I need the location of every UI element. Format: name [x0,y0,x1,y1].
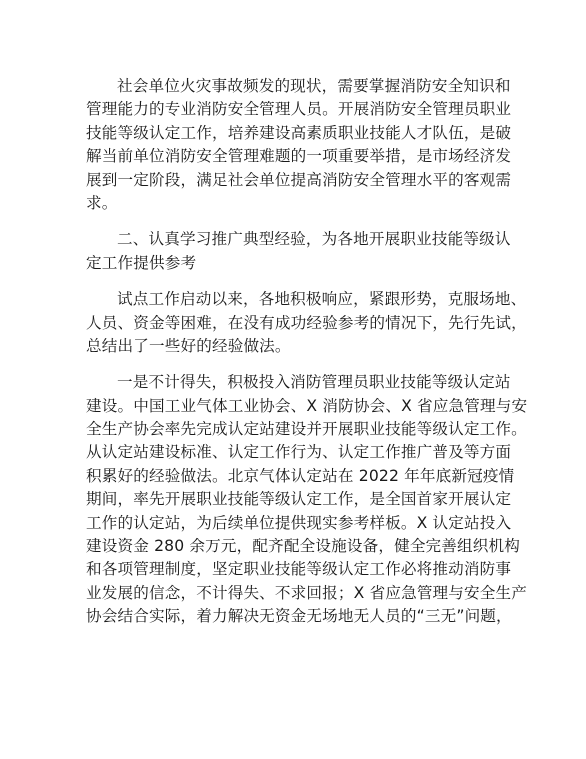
text-line: 积累好的经验做法。北京气体认定站在 2022 年年底新冠疫情 [86,466,515,485]
text-line: 社会单位火灾事故频发的现状，需要掌握消防安全知识和 [117,77,511,95]
heading-line: 定工作提供参考 [86,253,197,272]
text-line: 工作的认定站，为后续单位提供现实参考样板。X 认定站投入 [86,513,512,532]
paragraph-3 [86,371,528,628]
text-line: 总结出了一些好的经验做法。 [86,336,291,355]
text-line: 协会结合实际，着力解决无资金无场地无人员的“三无”问题， [86,607,512,626]
text-line: 技能等级认定工作，培养建设高素质职业技能人才队伍，是破 [86,123,512,142]
text-line: 全生产协会率先完成认定站建设并开展职业技能等级认定工作。 [86,420,527,439]
text-line: 业发展的信念，不计得失、不求回报；X 省应急管理与安全生产 [86,583,528,602]
paragraph-1 [86,75,510,215]
text-line: 人员、资金等困难，在没有成功经验参考的情况下，先行先试， [86,313,527,332]
text-line: 建设。中国工业气体工业协会、X 消防协会、X 省应急管理与安 [86,396,528,415]
text-line: 从认定站建设标准、认定工作行为、认定工作推广普及等方面 [86,443,512,462]
text-line: 期间，率先开展职业技能等级认定工作，是全国首家开展认定 [86,490,512,509]
text-line: 一是不计得失，积极投入消防管理员职业技能等级认定站 [117,373,511,392]
paragraph-2 [86,288,527,358]
text-line: 建设资金 280 余万元，配齐配全设施设备，健全完善组织机构 [86,537,521,556]
text-line: 展到一定阶段，满足社会单位提高消防安全管理水平的客观需 [86,170,512,189]
text-line: 试点工作启动以来，各地积极响应，紧跟形势，克服场地、 [117,290,527,309]
text-line: 解当前单位消防安全管理难题的一项重要举措，是市场经济发 [86,147,512,166]
text-line: 和各项管理制度，坚定职业技能等级认定工作必将推动消防事 [86,560,512,579]
text-line: 管理能力的专业消防安全管理人员。开展消防安全管理员职业 [86,100,512,119]
document-page [86,75,528,642]
heading-line: 二、认真学习推广典型经验，为各地开展职业技能等级认 [117,230,511,249]
text-line: 求。 [86,193,118,212]
section-heading [86,228,510,275]
